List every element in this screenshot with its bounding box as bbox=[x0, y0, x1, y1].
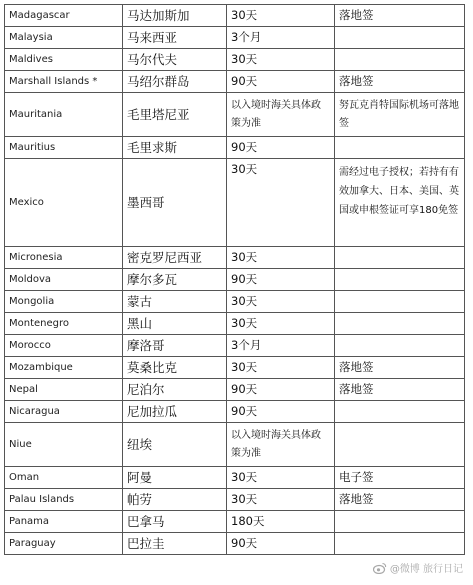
country-en: Nepal bbox=[5, 379, 123, 401]
country-zh: 黑山 bbox=[123, 313, 227, 335]
table-row bbox=[5, 291, 465, 313]
visa-note: 落地签 bbox=[335, 357, 465, 379]
country-zh: 摩洛哥 bbox=[123, 335, 227, 357]
stay-duration: 30天 bbox=[227, 247, 335, 269]
country-en: Paraguay bbox=[5, 533, 123, 555]
visa-note: 电子签 bbox=[335, 467, 465, 489]
country-zh: 摩尔多瓦 bbox=[123, 269, 227, 291]
visa-note bbox=[335, 247, 465, 269]
table-row bbox=[5, 379, 465, 401]
visa-note: 落地签 bbox=[335, 489, 465, 511]
country-en: Nicaragua bbox=[5, 401, 123, 423]
country-en: Oman bbox=[5, 467, 123, 489]
country-zh: 纽埃 bbox=[123, 423, 227, 467]
country-en: Mongolia bbox=[5, 291, 123, 313]
country-zh: 莫桑比克 bbox=[123, 357, 227, 379]
visa-note: 落地签 bbox=[335, 379, 465, 401]
country-en: Maldives bbox=[5, 49, 123, 71]
visa-note: 需经过电子授权；若持有有效加拿大、日本、美国、英国或申根签证可享180免签 bbox=[335, 159, 465, 247]
table-row bbox=[5, 511, 465, 533]
country-en: Micronesia bbox=[5, 247, 123, 269]
weibo-watermark bbox=[373, 560, 463, 575]
country-en: Panama bbox=[5, 511, 123, 533]
country-zh: 巴拉圭 bbox=[123, 533, 227, 555]
country-zh: 阿曼 bbox=[123, 467, 227, 489]
table-row bbox=[5, 489, 465, 511]
country-zh: 巴拿马 bbox=[123, 511, 227, 533]
stay-duration: 180天 bbox=[227, 511, 335, 533]
stay-duration: 90天 bbox=[227, 137, 335, 159]
table-row bbox=[5, 27, 465, 49]
country-en: Mexico bbox=[5, 159, 123, 247]
visa-note bbox=[335, 137, 465, 159]
country-zh: 马绍尔群岛 bbox=[123, 71, 227, 93]
stay-duration: 3个月 bbox=[227, 27, 335, 49]
table-row bbox=[5, 401, 465, 423]
visa-note bbox=[335, 49, 465, 71]
country-en: Marshall Islands * bbox=[5, 71, 123, 93]
visa-note bbox=[335, 423, 465, 467]
country-en: Niue bbox=[5, 423, 123, 467]
table-row bbox=[5, 335, 465, 357]
stay-duration: 以入境时海关具体政策为准 bbox=[227, 93, 335, 137]
visa-note bbox=[335, 27, 465, 49]
country-zh: 马来西亚 bbox=[123, 27, 227, 49]
country-zh: 毛里塔尼亚 bbox=[123, 93, 227, 137]
country-zh: 帕劳 bbox=[123, 489, 227, 511]
stay-duration: 以入境时海关具体政策为准 bbox=[227, 423, 335, 467]
country-zh: 密克罗尼西亚 bbox=[123, 247, 227, 269]
country-en: Morocco bbox=[5, 335, 123, 357]
table-row bbox=[5, 247, 465, 269]
visa-note bbox=[335, 401, 465, 423]
visa-table bbox=[4, 4, 465, 555]
stay-duration: 30天 bbox=[227, 313, 335, 335]
table-row bbox=[5, 49, 465, 71]
table-row bbox=[5, 313, 465, 335]
visa-note: 努瓦克肖特国际机场可落地签 bbox=[335, 93, 465, 137]
stay-duration: 30天 bbox=[227, 291, 335, 313]
country-zh: 毛里求斯 bbox=[123, 137, 227, 159]
stay-duration: 30天 bbox=[227, 467, 335, 489]
country-en: Mauritius bbox=[5, 137, 123, 159]
weibo-logo-icon bbox=[373, 562, 387, 574]
visa-note: 落地签 bbox=[335, 71, 465, 93]
stay-duration: 30天 bbox=[227, 49, 335, 71]
stay-duration: 30天 bbox=[227, 357, 335, 379]
visa-note bbox=[335, 533, 465, 555]
country-en: Montenegro bbox=[5, 313, 123, 335]
visa-note bbox=[335, 313, 465, 335]
visa-note bbox=[335, 335, 465, 357]
stay-duration: 3个月 bbox=[227, 335, 335, 357]
stay-duration: 90天 bbox=[227, 269, 335, 291]
stay-duration: 90天 bbox=[227, 401, 335, 423]
stay-duration: 90天 bbox=[227, 533, 335, 555]
stay-duration: 30天 bbox=[227, 159, 335, 247]
country-zh: 蒙古 bbox=[123, 291, 227, 313]
visa-note bbox=[335, 511, 465, 533]
table-row bbox=[5, 137, 465, 159]
stay-duration: 30天 bbox=[227, 489, 335, 511]
visa-note: 落地签 bbox=[335, 5, 465, 27]
visa-note bbox=[335, 269, 465, 291]
table-row bbox=[5, 71, 465, 93]
table-row bbox=[5, 357, 465, 379]
country-zh: 尼加拉瓜 bbox=[123, 401, 227, 423]
country-zh: 马尔代夫 bbox=[123, 49, 227, 71]
stay-duration: 30天 bbox=[227, 5, 335, 27]
country-en: Malaysia bbox=[5, 27, 123, 49]
visa-note bbox=[335, 291, 465, 313]
country-en: Mozambique bbox=[5, 357, 123, 379]
table-row bbox=[5, 533, 465, 555]
country-zh: 墨西哥 bbox=[123, 159, 227, 247]
country-zh: 尼泊尔 bbox=[123, 379, 227, 401]
country-en: Mauritania bbox=[5, 93, 123, 137]
watermark-text: @微博 旅行日记 bbox=[389, 564, 463, 575]
table-row bbox=[5, 467, 465, 489]
table-row bbox=[5, 93, 465, 137]
country-en: Madagascar bbox=[5, 5, 123, 27]
table-row bbox=[5, 269, 465, 291]
table-row bbox=[5, 5, 465, 27]
table-row bbox=[5, 159, 465, 247]
country-en: Moldova bbox=[5, 269, 123, 291]
country-zh: 马达加斯加 bbox=[123, 5, 227, 27]
country-en: Palau Islands bbox=[5, 489, 123, 511]
stay-duration: 90天 bbox=[227, 71, 335, 93]
table-row bbox=[5, 423, 465, 467]
stay-duration: 90天 bbox=[227, 379, 335, 401]
